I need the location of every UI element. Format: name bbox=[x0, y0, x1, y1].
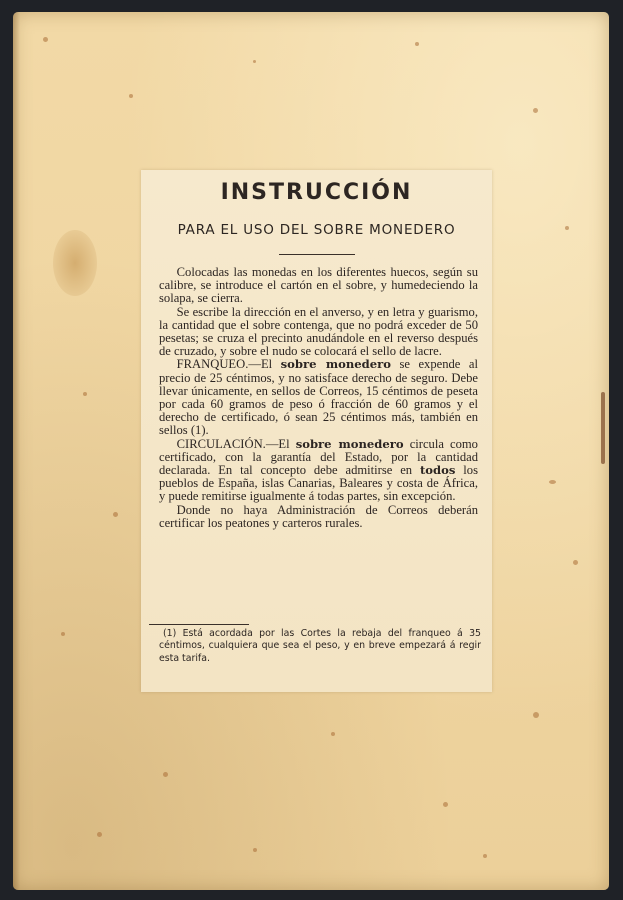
paragraph-monedas: Colocadas las monedas en los diferentes huecos, según su calibre, se introduce el cartón en el sobre, y humedeciendo la solapa, se cierra. bbox=[159, 265, 478, 306]
foxing-spot bbox=[61, 632, 65, 636]
circulacion-heading: CIRCULACIÓN.—El bbox=[176, 436, 290, 451]
circulacion-text-2: los pueblos de España, islas Canarias, Baleares y costa de África, y puede remitirse igualmente á todas partes, sin excepción. bbox=[159, 463, 478, 504]
paragraph-franqueo bbox=[159, 358, 478, 437]
paragraph-circulacion bbox=[159, 438, 478, 504]
foxing-spot bbox=[253, 848, 257, 852]
page-title: INSTRUCCIÓN bbox=[220, 180, 413, 205]
title-divider bbox=[279, 254, 355, 255]
instruction-body bbox=[159, 266, 478, 530]
booklet-back-cover bbox=[13, 12, 609, 890]
foxing-spot bbox=[97, 832, 102, 837]
page-subtitle: PARA EL USO DEL SOBRE MONEDERO bbox=[177, 222, 456, 238]
foxing-spot bbox=[163, 772, 168, 777]
footnote-divider bbox=[149, 624, 249, 625]
foxing-spot bbox=[533, 712, 539, 718]
edge-damage bbox=[601, 392, 605, 464]
foxing-spot bbox=[533, 108, 538, 113]
foxing-spot bbox=[129, 94, 133, 98]
footnote-text: Está acordada por las Cortes la rebaja del franqueo á 35 céntimos, cualquiera que sea el peso, y en breve empezará á regir esta tarifa. bbox=[159, 628, 482, 664]
franqueo-heading: FRANQUEO.—El bbox=[176, 357, 273, 372]
foxing-spot bbox=[573, 560, 578, 565]
footnote bbox=[159, 628, 481, 665]
foxing-spot bbox=[43, 37, 48, 42]
circulacion-bold-todos: todos bbox=[419, 463, 456, 478]
franqueo-bold-term: sobre monedero bbox=[280, 357, 391, 372]
foxing-spot bbox=[443, 802, 448, 807]
foxing-spot bbox=[83, 392, 87, 396]
spine-shadow bbox=[13, 12, 20, 890]
franqueo-text: se expende al precio de 25 céntimos, y no satisface derecho de seguro. Debe llevar únicamente, en sellos de Correos, 15 céntimos de peseta por cada 60 gramos de peso ó fracción de 60 gramos y el derecho de certificado, ó sean 25 céntimos más, también en sellos (1). bbox=[159, 357, 478, 438]
circulacion-bold-term: sobre monedero bbox=[295, 436, 404, 451]
paragraph-direccion: Se escribe la dirección en el anverso, y en letra y guarismo, la cantidad que el sobre contenga, que no podrá exceder de 50 pesetas; se cruza el precinto anudándole en el reverso después de cruzado, y sobre el nudo se colocará el sello de lacre. bbox=[159, 304, 478, 359]
foxing-spot bbox=[483, 854, 487, 858]
paragraph-correos: Donde no haya Administración de Correos deberán certificar los peatones y carteros rurales. bbox=[159, 502, 478, 530]
foxing-spot bbox=[415, 42, 419, 46]
foxing-spot bbox=[331, 732, 335, 736]
circulacion-text-1: circula como certificado, con la garantía del Estado, por la cantidad declarada. En tal concepto debe admitirse en bbox=[159, 436, 478, 478]
water-stain bbox=[53, 230, 97, 296]
foxing-spot bbox=[253, 60, 256, 63]
foxing-spot bbox=[113, 512, 118, 517]
instruction-label bbox=[141, 170, 492, 692]
footnote-mark: (1) bbox=[163, 628, 177, 639]
foxing-spot bbox=[549, 480, 556, 484]
foxing-spot bbox=[565, 226, 569, 230]
